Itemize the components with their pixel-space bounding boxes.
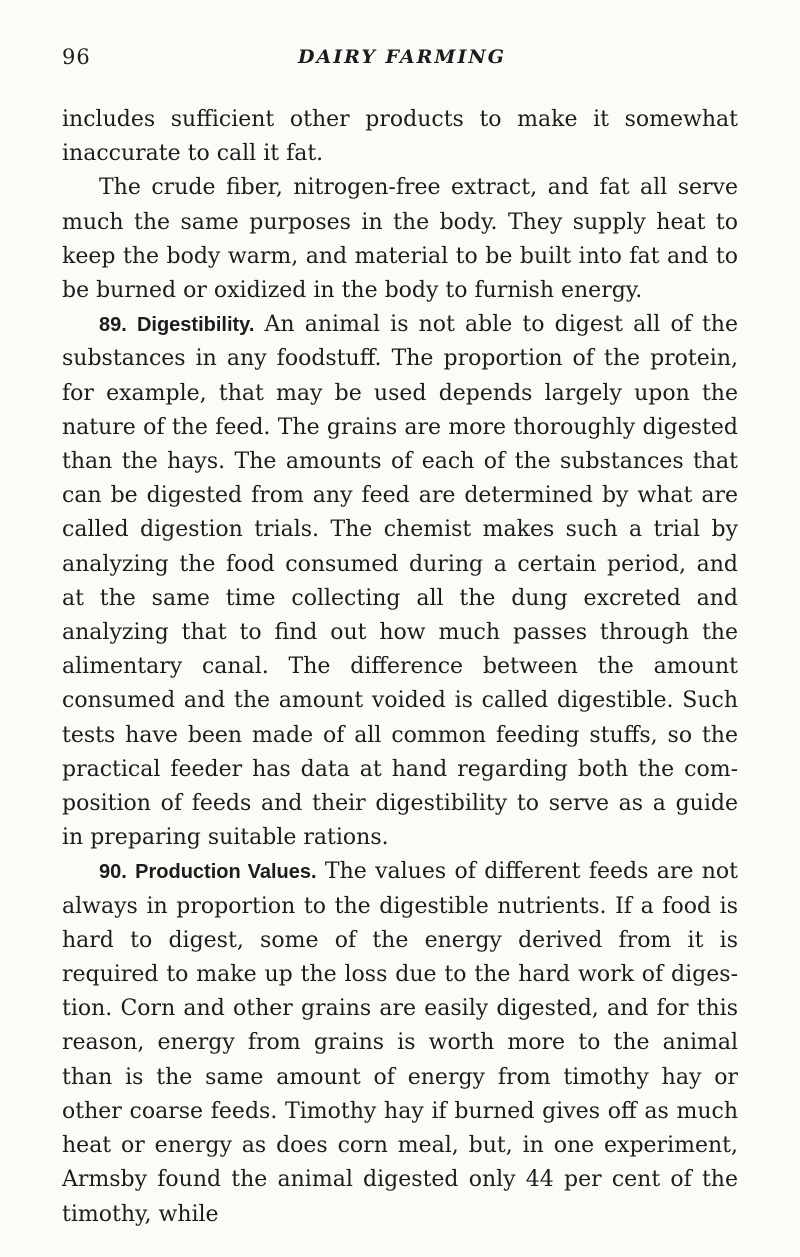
section-number: 89. xyxy=(99,314,127,337)
body-text xyxy=(62,103,738,1232)
running-head xyxy=(62,45,742,75)
section-90 xyxy=(62,855,738,1231)
section-number: 90. xyxy=(99,861,127,884)
paragraph-text: includes sufficient other products to make it somewhat inaccurate to call it fat. xyxy=(62,107,738,167)
section-89 xyxy=(62,308,738,855)
paragraph-text: The values of different feeds are not always in proportion to the digestible nutrients. If a food is hard to digest, some of the energy derived from it is required to make up the loss due to the hard work of digestion. Corn and other grains are easily digested, and for this reason, energy from grains is worth more to the animal than is the same amount of energy from timothy hay or other coarse feeds. Timothy hay if burned gives off as much heat or energy as does corn meal, but, in one experiment, Armsby found the animal digested only 44 per cent of the timothy, while xyxy=(62,859,738,1227)
section-title: Digestibility. xyxy=(136,314,255,337)
paragraph-text: The crude fiber, nitrogen-free extract, and fat all serve much the same purposes in the body. They supply heat to keep the body warm, and material to be built into fat and to be burned or oxidized in the body to furnish energy. xyxy=(62,175,738,304)
paragraph xyxy=(62,171,738,308)
paragraph-text: An animal is not able to digest all of the substances in any foodstuff. The proportion of the protein, for example, that may be used depends largely upon the nature of the feed. The grains are more thoroughly digested than the hays. The amounts of each of the substances that can be digested from any feed are determined by what are called digestion trials. The chemist makes such a trial by analyzing the food consumed during a certain period, and at the same time collecting all the dung excreted and analyzing that to find out how much passes through the alimentary canal. The difference between the amount consumed and the amount voided is called digestible. Such tests have been made of all common feeding stuffs, so the practical feeder has data at hand regarding both the composition of feeds and their digestibility to serve as a guide in preparing suitable rations. xyxy=(62,312,738,851)
running-title: DAIRY FARMING xyxy=(298,46,506,68)
paragraph-continuation xyxy=(62,103,738,171)
section-title: Production Values. xyxy=(135,861,317,884)
page-number: 96 xyxy=(62,45,91,69)
